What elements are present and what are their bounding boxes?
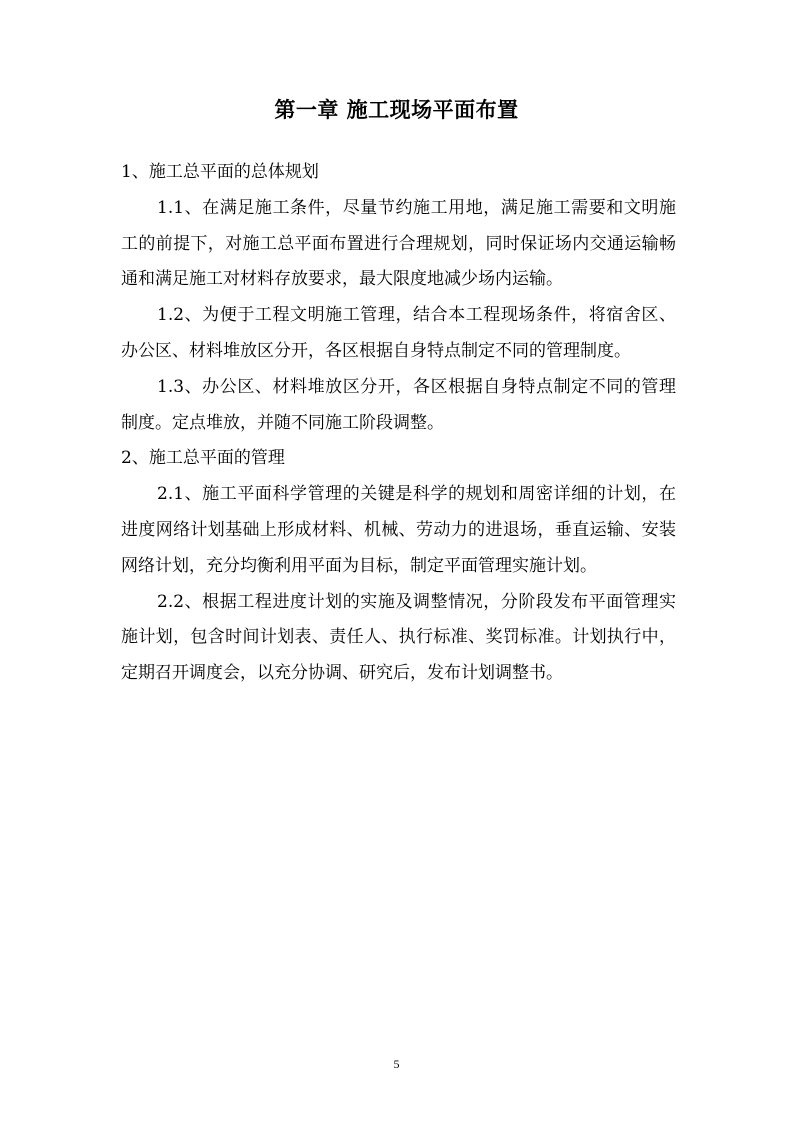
page-number: 5 [393,1057,400,1071]
paragraph-2-2: 2.2、根据工程进度计划的实施及调整情况，分阶段发布平面管理实施计划，包含时间计划表、责任人、执行标准、奖罚标准。计划执行中，定期召开调度会，以充分协调、研究后，发布计划调整书。 [121,591,676,684]
section-heading-1: 1、施工总平面的总体规划 [121,162,319,182]
paragraph-1-1: 1.1、在满足施工条件，尽量节约施工用地，满足施工需要和文明施工的前提下，对施工总平面布置进行合理规划，同时保证场内交通运输畅通和满足施工对材料存放要求，最大限度地减少场内运输。 [121,197,676,290]
body-text [121,155,676,692]
paragraph-1-3: 1.3、办公区、材料堆放区分开，各区根据自身特点制定不同的管理制度。定点堆放，并随不同施工阶段调整。 [121,376,676,433]
chapter-title: 第一章 施工现场平面布置 [274,98,519,122]
paragraph-1-2: 1.2、为便于工程文明施工管理，结合本工程现场条件，将宿舍区、办公区、材料堆放区分开，各区根据自身特点制定不同的管理制度。 [121,305,676,361]
section-heading-2: 2、施工总平面的管理 [121,448,285,469]
paragraph-2-1: 2.1、施工平面科学管理的关键是科学的规划和周密详细的计划，在进度网络计划基础上形成材料、机械、劳动力的进退场，垂直运输、安装网络计划，充分均衡利用平面为目标，制定平面管理实施计划。 [121,484,676,576]
